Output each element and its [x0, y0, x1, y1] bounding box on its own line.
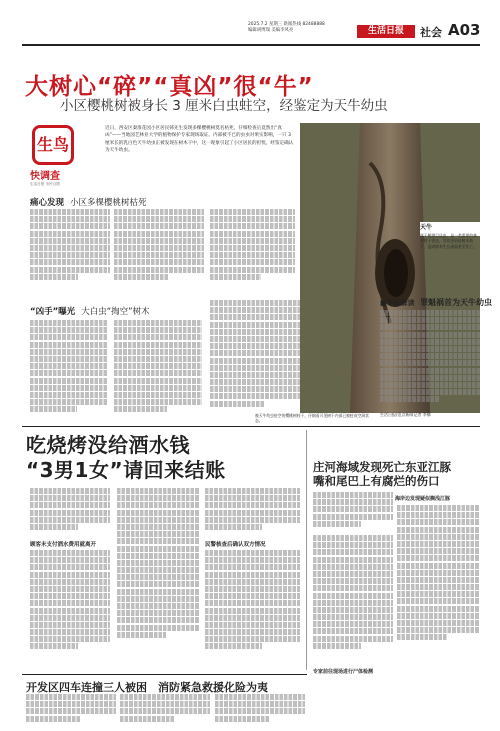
article-text-block	[210, 300, 300, 420]
article-text-block	[205, 550, 300, 665]
section-title: 痛心发现	[30, 198, 65, 208]
porpoise-headline-line2: 嘴和尾巴上有腐烂的伤口	[313, 474, 440, 488]
article-text-block	[114, 320, 202, 420]
article-text-block	[114, 209, 204, 289]
article-text-block	[30, 488, 110, 538]
article-text-block	[205, 488, 300, 538]
expert-title: 罪魁祸首为天牛幼虫	[420, 298, 493, 307]
expert-tag: ■专家解读	[380, 299, 415, 307]
page-headline: 大树心“碎”“真凶”很“牛”	[25, 74, 314, 100]
date-line: 2025.7.2 星期三 新闻热线 82488888	[248, 22, 325, 27]
porpoise-headline-line1: 庄河海域发现死亡东亚江豚	[313, 460, 451, 474]
insect-name-label: 天牛	[420, 224, 433, 231]
article-text-block	[397, 505, 480, 665]
column-divider	[306, 430, 307, 670]
article-text-block	[210, 209, 295, 289]
page-number: A03	[448, 21, 481, 39]
column-logo-tagline: 生活日报 市民反馈	[30, 182, 60, 186]
header-rule	[22, 44, 480, 46]
article-text-block	[117, 488, 199, 663]
article-text-block	[120, 694, 210, 726]
porpoise-headline	[313, 460, 451, 488]
bottom-headline: 开发区四车连撞三人被困 消防紧急救援化险为夷	[26, 681, 268, 694]
bbq-subsection-1: 顾客未支付酒水费用就离开	[30, 542, 97, 548]
insect-caption: 属于鞘翅目昆虫，是一类重要的林木蛀干害虫，其幼虫钻蛀树木枝干，造成树木生长衰弱甚至死亡。	[420, 233, 477, 249]
article-text-block	[26, 694, 116, 726]
article-text-block	[313, 492, 393, 532]
column-logo-seal: 生鸟	[32, 125, 74, 165]
article-text-block	[313, 535, 393, 665]
section-title: “凶手”曝光	[30, 307, 76, 317]
porpoise-subsection-2: 专家前往现场进行尸体检测	[313, 669, 374, 675]
page-subheadline: 小区樱桃树被身长 3 厘米白虫蛀空，经鉴定为天牛幼虫	[60, 98, 388, 114]
editor-line: 编辑胡博瑞 美编李凤亮	[248, 28, 294, 33]
masthead-logo: 生活日报	[357, 25, 415, 38]
photo-caption: 被天牛幼虫蛀空的樱桃树枝干，仔细看可见树干内部已被蛀成空洞状态。	[255, 413, 369, 424]
bbq-headline-line2: “3男1女”请回来结账	[26, 458, 226, 482]
section-divider	[22, 426, 480, 427]
section-head-culprit	[30, 305, 150, 317]
article-text-block	[30, 550, 110, 665]
article-text-block	[30, 209, 110, 289]
lede-paragraph: 近日，西安区秦淮花园小区居民韩先生发现多棵樱桃树莫名枯死，仔细检查后竟然出“真凶”——当地园艺林业大学的植物保护专家现场取证。内部被不已的虫虫对果实影响，一只 3 厘米长的乳白色天牛幼虫正被发现在树木干中，这一现象引起了小区居民的担忧，经鉴定确认为天牛幼虫。	[105, 126, 294, 154]
section-subtitle: 大白虫“掏空”树木	[81, 307, 150, 317]
article-text-block	[380, 310, 480, 410]
article-text-block	[215, 694, 305, 726]
column-logo	[30, 125, 80, 187]
header-meta	[248, 22, 325, 34]
bbq-headline-line1: 吃烧烤没给酒水钱	[26, 433, 190, 457]
bbq-subsection-2: 民警核查后确认双方情况	[205, 542, 266, 548]
expert-head	[380, 297, 492, 308]
section-head-discovery	[30, 196, 147, 208]
section-divider	[22, 674, 307, 675]
section-name: 社会	[420, 26, 442, 39]
porpoise-subsection-1: 海岸边发现疑似搁浅江豚	[395, 496, 451, 502]
article-text-block	[30, 320, 108, 420]
bbq-headline	[26, 433, 226, 483]
section-subtitle: 小区多棵樱桃树枯死	[70, 198, 147, 208]
column-logo-caption: 快调查	[30, 171, 60, 182]
byline: 生活日报/壹点新闻记者 李娜	[380, 412, 431, 417]
